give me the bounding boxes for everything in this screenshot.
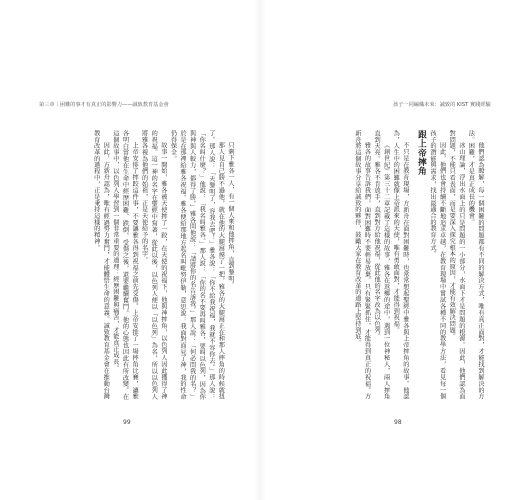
paragraph: 《創世紀》第三十二章記載了這樣的故事，雅各在返鄉的途中，遇到一位神秘人，兩人摔角直到天亮。雅各不肯放手，直到對方給他祝福，從此他的名字改為以色列。 [373, 130, 390, 400]
page-number-left: 99 [123, 419, 131, 426]
running-header-right: 孩子一同編織未來：誠致的 KIST 實踐經驗 [393, 102, 491, 108]
body-text-right [284, 130, 485, 400]
paragraph: 只剩下雅各一人，有一個人來和他摔角，直到黎明。 [227, 142, 234, 289]
gutter-shadow [254, 0, 266, 500]
paragraph: 因此，他們也會持續不斷地追求卓越，在教育現場中嘗試各種不同的教學方法，看見每一個孩子的潛能與需求，找出最適合的教育方式。 [429, 130, 446, 400]
paragraph: 他們認為瞭解，每一個困難的問題都有不同的解決方式，唯有真正面對，才能找到解決的方法。困難，才是真正成長的機會。 [467, 130, 484, 400]
page-number-right: 98 [394, 419, 402, 426]
paragraph: 故事一開始，雅各被天使摔了一跤，在天使的祝福下，他與神摔角，以色列人因此獲得了神的祝福。這一神的名字在聖經中寫著，從此以後，以色列人便以「以色列」為名，所以以色列人將雅各視為他們的始祖，正是天使給予的名字。 [140, 130, 167, 400]
paragraph: 不只是在教育現場，方新舟在面對困難時，也常常想起聖經中雅各與上帝摔角的故事。他認為，人生中的困難就像上帝派來的天使，唯有勇敢面對，才能得到祝福。 [392, 130, 409, 400]
paragraph: 那人見自己勝不過他，就在他的大腿窩摸了一把，雅各的大腿窩正在和那人摔角的時候就扭了。那人說：「天黎明了，容我去吧！」雅各說：「你不給我祝福，我就不容你去。」那人說：「你名叫什麼？」他說：「我名叫雅各。」那人說：「你的名不要再叫雅各，要叫以色列，因為你與神與人較力，都得了勝。」雅各問他說：「請將你的名告訴我。」那人說：「何必問我的名？」於是在那裡給雅各祝福。雅各便給那地方起名叫毗努伊勒，意思說：我面對面見了神，我的性命仍得保全。 [169, 130, 225, 400]
section-heading: 跟上帝摔角 [416, 130, 427, 176]
right-page [260, 0, 520, 500]
body-text-left [35, 130, 235, 400]
paragraph: 冰山理論，浮出水面上的只是問題的一小部分，水面下才是問題的根源。因此，他們認為面對問題，不能只看表面，而是要深入探究根本的原因，才能有效解決問題。 [448, 130, 465, 400]
paragraph: 上帝安排了摔跤這件事，不要讓雅各得到祝福之前先受傷。上帝安排了一場摔角比賽，讓雅各明白當他在生命中經歷困難、跌倒、受傷之後，還要繼續奮鬥。他的心態也因此有所改變。在這個故事中，以色列人學習到一個非常重要的道理：經歷困難與痛苦，才能真正成長。 [111, 130, 139, 400]
paragraph: 因此，方新舟認為，唯有經過努力奮鬥，才能體悟生命的意義。誠致教育基金會在推動台灣教育改革的過程中，正是秉持這樣的精神。 [92, 130, 110, 400]
running-header-left: 第三章｜困難的事才有真正的影響力——誠致教育基金會 [39, 102, 169, 108]
paragraph: 雅各的故事告訴我們，面對困難時不要輕易放棄。只有緊緊抓住，才能得到真正的祝福。方新舟將這個故事分享給誠致的夥伴，鼓勵大家在教育改革的道路上堅持到底。 [353, 130, 371, 400]
